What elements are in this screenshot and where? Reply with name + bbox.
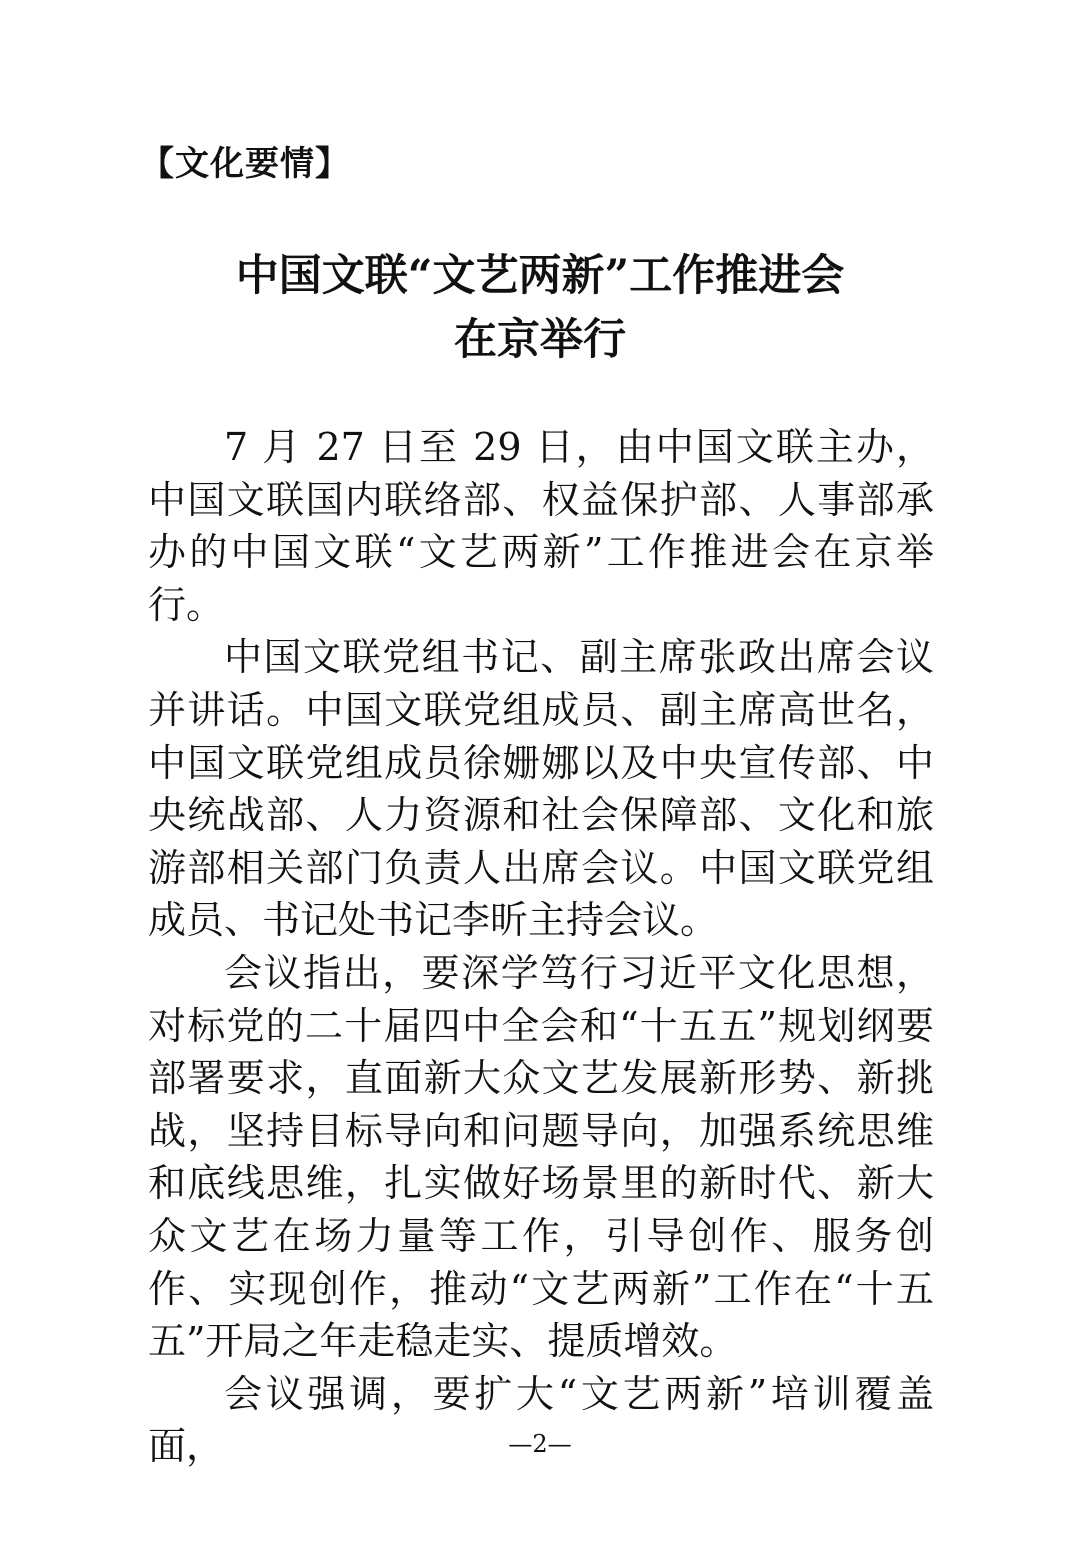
paragraph: 中国文联党组书记、副主席张政出席会议并讲话。中国文联党组成员、副主席高世名，中国文联党组成员徐姗娜以及中央宣传部、中央统战部、人力资源和社会保障部、文化和旅游部相关部门负责人出席会议。中国文联党组成员、书记处书记李昕主持会议。	[148, 635, 934, 943]
paragraph: 会议强调，要扩大“文艺两新”培训覆盖面，	[148, 1371, 934, 1469]
section-tag: 【文化要情】	[140, 144, 350, 184]
article-title-line-1: 中国文联“文艺两新”工作推进会	[235, 251, 845, 301]
paragraph: 7 月 27 日至 29 日，由中国文联主办，中国文联国内联络部、权益保护部、人事部承办的中国文联“文艺两新”工作推进会在京举行。	[148, 425, 934, 627]
article-title	[0, 244, 1080, 372]
paragraph: 会议指出，要深学笃行习近平文化思想，对标党的二十届四中全会和“十五五”规划纲要部署要求，直面新大众文艺发展新形势、新挑战，坚持目标导向和问题导向，加强系统思维和底线思维，扎实做好场景里的新时代、新大众文艺在场力量等工作，引导创作、服务创作、实现创作，推动“文艺两新”工作在“十五五”开局之年走稳走实、提质增效。	[148, 950, 934, 1364]
article-title-line-2: 在京举行	[454, 315, 626, 365]
article-body	[148, 421, 934, 1473]
page-number: —2—	[508, 1430, 572, 1458]
